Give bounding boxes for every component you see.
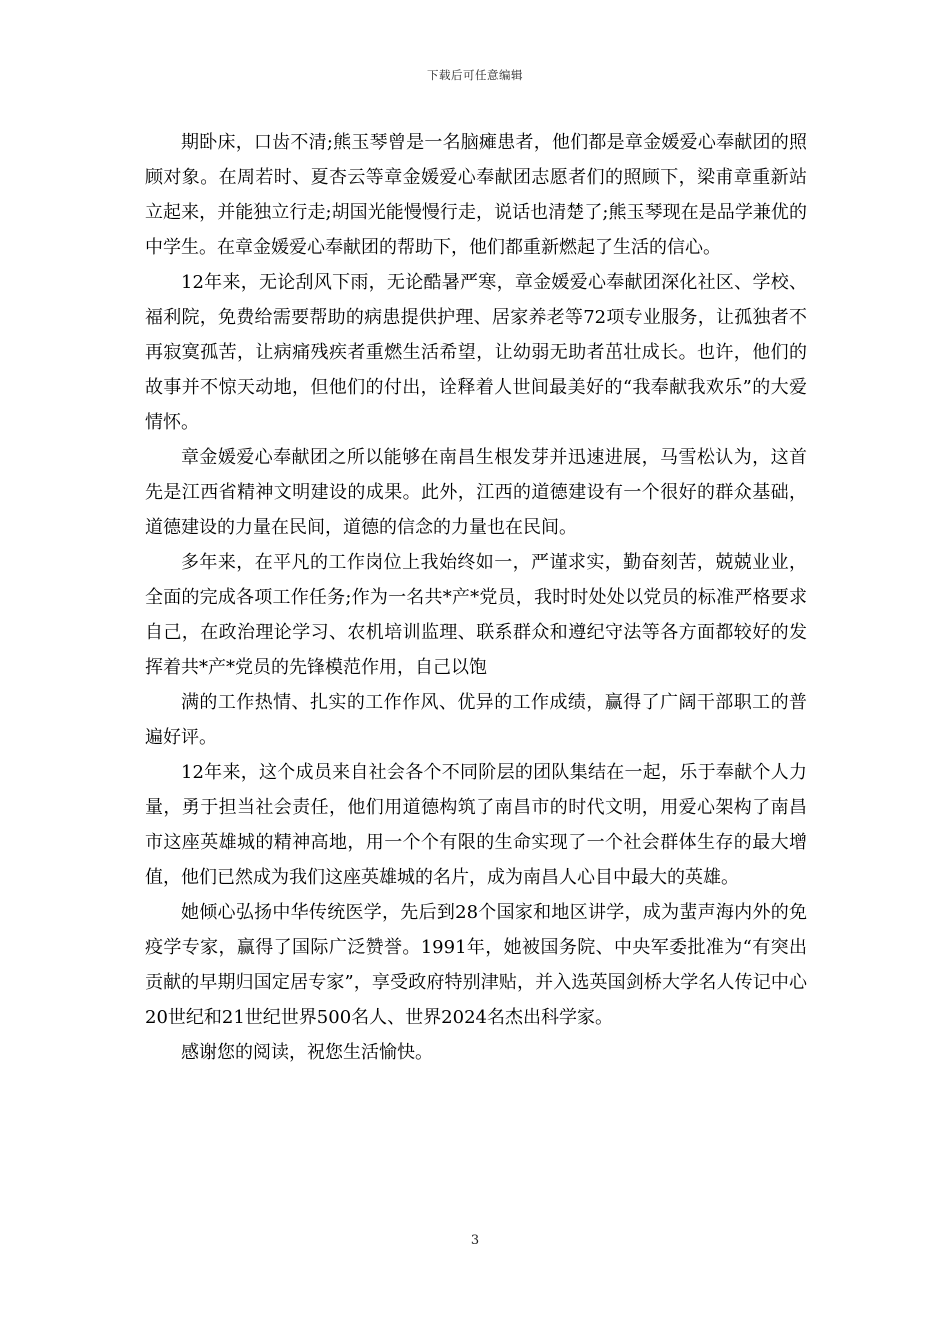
page-header: 下载后可任意编辑 (427, 68, 523, 82)
paragraph: 满的工作热情、扎实的工作作风、优异的工作成绩，赢得了广阔干部职工的普遍好评。 (145, 692, 807, 748)
paragraph: 章金媛爱心奉献团之所以能够在南昌生根发芽并迅速进展，马雪松认为，这首先是江西省精神文明建设的成果。此外，江西的道德建设有一个很好的群众基础，道德建设的力量在民间，道德的信念的力量也在民间。 (145, 447, 807, 538)
paragraph: 多年来，在平凡的工作岗位上我始终如一，严谨求实，勤奋刻苦，兢兢业业，全面的完成各项工作任务;作为一名共*产*党员，我时时处处以党员的标准严格要求自己，在政治理论学习、农机培训监理、联系群众和遵纪守法等各方面都较好的发挥着共*产*党员的先锋模范作用，自己以饱 (145, 552, 807, 678)
paragraph: 12年来，这个成员来自社会各个不同阶层的团队集结在一起，乐于奉献个人力量，勇于担当社会责任，他们用道德构筑了南昌市的时代文明，用爱心架构了南昌市这座英雄城的精神高地，用一个个有限的生命实现了一个社会群体生存的最大增值，他们已然成为我们这座英雄城的名片，成为南昌人心目中最大的英雄。 (145, 762, 807, 888)
document-body (145, 125, 807, 1070)
paragraph: 感谢您的阅读，祝您生活愉快。 (181, 1042, 433, 1063)
paragraph: 她倾心弘扬中华传统医学，先后到28个国家和地区讲学，成为蜚声海内外的免疫学专家，赢得了国际广泛赞誉。1991年，她被国务院、中央军委批准为“有突出贡献的早期归国定居专家”，享受政府特别津贴，并入选英国剑桥大学名人传记中心20世纪和21世纪世界500名人、世界2024名杰出科学家。 (145, 902, 807, 1028)
paragraph: 期卧床，口齿不清;熊玉琴曾是一名脑瘫患者，他们都是章金媛爱心奉献团的照顾对象。在周若时、夏杏云等章金媛爱心奉献团志愿者们的照顾下，梁甫章重新站立起来，并能独立行走;胡国光能慢慢行走，说话也清楚了;熊玉琴现在是品学兼优的中学生。在章金媛爱心奉献团的帮助下，他们都重新燃起了生活的信心。 (145, 132, 807, 258)
paragraph: 12年来，无论刮风下雨，无论酷暑严寒，章金媛爱心奉献团深化社区、学校、福利院，免费给需要帮助的病患提供护理、居家养老等72项专业服务，让孤独者不再寂寞孤苦，让病痛残疾者重燃生活希望，让幼弱无助者茁壮成长。也许，他们的故事并不惊天动地，但他们的付出，诠释着人世间最美好的“我奉献我欢乐”的大爱情怀。 (145, 272, 807, 433)
page-number: 3 (470, 1233, 480, 1248)
